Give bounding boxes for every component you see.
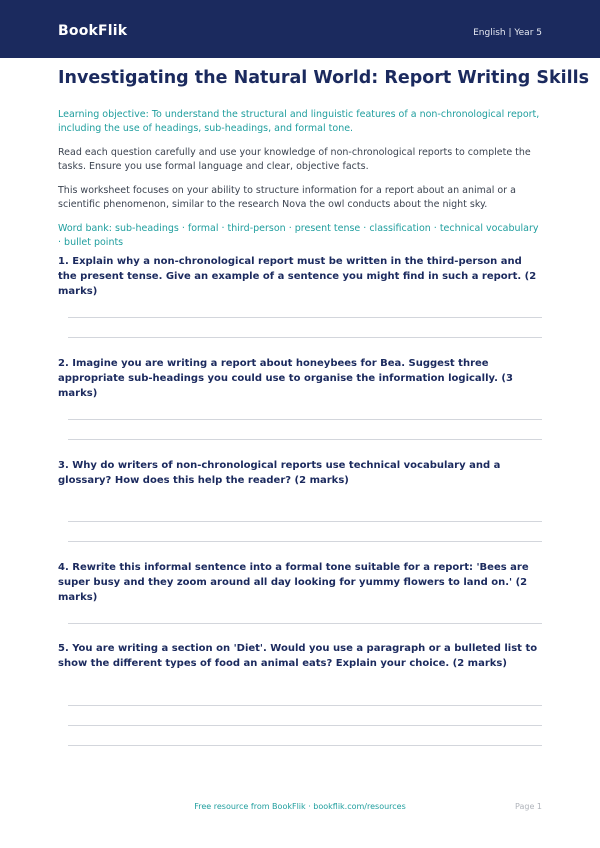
question-3 (58, 458, 542, 488)
page-number: Page 1 (515, 802, 542, 811)
answer-line[interactable] (68, 521, 542, 522)
question-4 (58, 560, 542, 605)
answer-line[interactable] (68, 705, 542, 706)
answer-line[interactable] (68, 623, 542, 624)
worksheet-intro (58, 68, 590, 250)
learning-objective: Learning objective: To understand the structural and linguistic features of a non-chronological report, including the use of headings, sub-headings, and formal tone. (58, 109, 540, 134)
answer-line[interactable] (68, 337, 542, 338)
answer-line[interactable] (68, 439, 542, 440)
answer-line[interactable] (68, 725, 542, 726)
question-1 (58, 254, 542, 299)
question-2 (58, 356, 542, 401)
answer-line[interactable] (68, 745, 542, 746)
question-text: 3. Why do writers of non-chronological reports use technical vocabulary and a glossary? How does this help the reader? (2 marks) (58, 460, 501, 486)
question-text: 4. Rewrite this informal sentence into a formal tone suitable for a report: 'Bees are super busy and they zoom around all day looking for yummy flowers to land on.' (2 marks) (58, 562, 529, 603)
answer-line[interactable] (68, 317, 542, 318)
answer-line[interactable] (68, 419, 542, 420)
instructions-text: Read each question carefully and use your knowledge of non-chronological reports to complete the tasks. Ensure you use formal language and clear, objective facts. (58, 147, 531, 172)
footer-credit[interactable]: Free resource from BookFlik · bookflik.com/resources (194, 802, 406, 811)
subject-year-label: English | Year 5 (473, 28, 542, 38)
worksheet-title: Investigating the Natural World: Report Writing Skills (58, 68, 590, 88)
question-text: 2. Imagine you are writing a report about honeybees for Bea. Suggest three appropriate sub-headings you could use to organise the information logically. (3 marks) (58, 358, 513, 399)
brand-logo: BookFlik (58, 23, 128, 39)
question-text: 1. Explain why a non-chronological report must be written in the third-person and the present tense. Give an example of a sentence you might find in such a report. (2 marks) (58, 256, 537, 297)
question-5 (58, 641, 542, 671)
question-text: 5. You are writing a section on 'Diet'. Would you use a paragraph or a bulleted list to show the different types of food an animal eats? Explain your choice. (2 marks) (58, 643, 538, 669)
page-header (0, 0, 600, 58)
answer-line[interactable] (68, 541, 542, 542)
word-bank: Word bank: sub-headings · formal · third-person · present tense · classification · technical vocabulary · bullet points (58, 223, 539, 248)
context-text: This worksheet focuses on your ability to structure information for a report about an animal or a scientific phenomenon, similar to the research Nova the owl conducts about the night sky. (58, 185, 516, 210)
